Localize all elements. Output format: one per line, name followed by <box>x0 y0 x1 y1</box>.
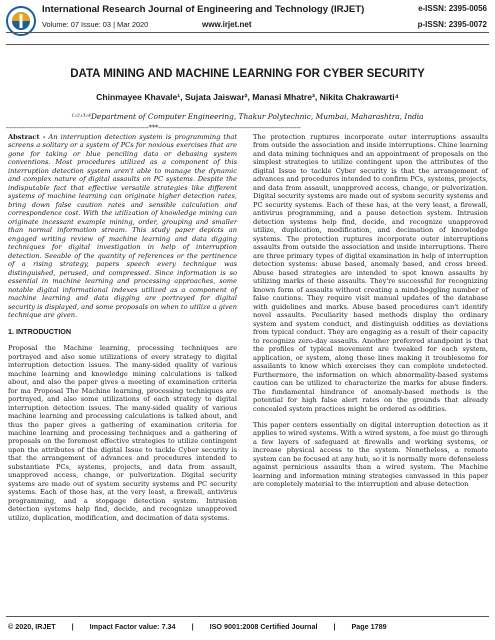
left-column <box>8 133 237 522</box>
footer-rule <box>6 616 489 617</box>
abstract-text: An interruption detection system is programming that screens a solitary or a system of PCs for noxious exercises that are gone for taking or blue penciling data or debasing system conventions. Most procedures utilized as a component of this interruption detection system aren't able to manage the dynamic and complex nature of digital assaults on PC systems. Despite the indisputable fact that effective versatile strategies like different systems of machine learning can originate higher detection rates, bring down false caution rates and sensible calculation and correspondence cost. With the utilization of knowledge mining can originate incessant example mining, order, grouping and smaller than normal information stream. This study paper depicts an engaged writing review of machine learning and data digging techniques for digital investigation in help of interruption detection. Seeable of the quantity of references or the pertinence of a rising strategy, papers speech every technique was distinguished, perused, and compressed. Since information is so essential in machine learning and processing approaches, some notable digital informational indexes utilized as a component of machine learning and data digging are portrayed for digital security is displayed, and some proposals on when to utilize a given technique are given. <box>8 133 237 320</box>
section-heading-introduction: 1. INTRODUCTION <box>8 326 72 336</box>
volume-issue: Volume: 07 Issue: 03 | Mar 2020 <box>42 20 149 29</box>
journal-title: International Research Journal of Engineering and Technology (IRJET) <box>42 4 365 15</box>
footer-iso: ISO 9001:2008 Certified Journal <box>209 622 318 631</box>
footer-impact-factor: Impact Factor value: 7.34 <box>89 622 176 631</box>
paper-title: DATA MINING AND MACHINE LEARNING FOR CYBER SECURITY <box>70 68 425 80</box>
e-issn: e-ISSN: 2395-0056 <box>418 4 487 13</box>
body-paragraph-1: The protection ruptures incorporate outer interruptions assaults from outside the association and inside interruptions. Chine learning and data mining techniques and an appointment of proposals on the simplest strategies to utilize contingent upon the attributes of the digital Issue to tackle Cyber security is that the arrangement of advances and procedures intended to confirm PCs, systems, projects, and data from assault, unapproved access, change, or pulverization. Digital security systems are made out of system security systems and PC security systems. Each of these has, at the very least, a firewall, antivirus programming, and a pause detection system. Intrusion detection systems help find, decide, and recognize unapproved utilize, duplication, modification, and decimation of knowledge systems. The protection ruptures incorporate outer interruptions assaults from outside the association and inside interruptions. There are three primary types of digital examination in help of interruption detection systems: abuse based, anomaly based, and cross breed. Abuse based strategies are intended to spot known assaults by utilizing marks of these assaults. They're successful for recognizing known form of assaults without creating a mind-boggling number of false cautions. They require visit manual updates of the database with guidelines and marks. Abuse based procedures can't identify novel assaults. Peculiarity based methods display the ordinary system and system conduct, and distinguish oddities as deviations from typical conduct. They are engaging as a result of their capacity to recognize zero-day assaults. Another preferred standpoint is that the profiles of typical movement are tweaked for each system, application, or system, along these lines making it troublesome for assailants to know which exercises they can complete undetected. Furthermore, the information on which abnormality-based systems caution can be utilized to characterize the marks for abuse finders. The fundamental hindrance of anomaly-based methods is the potential for high false alert rates on the grounds that already concealed system practices might be ordered as oddities. <box>253 133 488 413</box>
journal-website-link[interactable]: www.irjet.net <box>202 20 252 29</box>
journal-header <box>0 0 495 46</box>
p-issn: p-ISSN: 2395-0072 <box>417 20 487 29</box>
footer-page-number: Page 1789 <box>351 622 387 631</box>
section-separator: ---------------------------------------------------------------------***--------------------------------------------------------------------- <box>6 124 301 132</box>
page-footer: © 2020, IRJET | Impact Factor value: 7.34 | ISO 9001:2008 Certified Journal | Page 1789 <box>8 622 387 631</box>
header-rule-lower <box>6 44 489 45</box>
right-column <box>253 133 488 489</box>
introduction-paragraph: Proposal the Machine learning, processing techniques are portrayed and also some utilizations of every strategy to digital interruption detection issues. The many-sided quality of various machine learning and knowledge mining calculations is talked about, and also the paper gives a meeting of examination criteria for ma Proposal The Machine learning, processing techniques are portrayed, and also some utilizations of each strategy to digital interruption detection issues. The many-sided quality of various machine learning and processing calculations is talked about, and thus the paper gives a gathering of examination criteria for machine learning and processing techniques and a gathering of proposals on the foremost effective strategies to utilize contingent upon the attributes of the digital Issue to tackle Cyber security is that the arrangement of advances and procedures intended to substantiate PCs, systems, projects, and data from assault, unapproved access, change, or pulverization. Digital security systems are made out of system security systems and PC security systems. Each of those has, at the very least, a firewall, antivirus programming, and a stopgage detection system. Intrusion detection systems help find, decide, and recognize unapproved utilize, duplication, modification, and decimation of data systems. <box>8 344 237 522</box>
author-affiliation: ¹ʴ²ʴ³ʴ⁴Department of Computer Engineering, Thakur Polytechnic, Mumbai, Maharashtra, India <box>71 112 424 121</box>
paper-authors: Chinmayee Khavale¹, Sujata Jaiswar², Manasi Mhatre³, Nikita Chakrawarti⁴ <box>96 92 399 102</box>
header-rule <box>6 32 489 33</box>
abstract-label: Abstract - <box>8 133 46 141</box>
abstract <box>8 133 237 320</box>
footer-copyright: © 2020, IRJET <box>8 622 56 631</box>
body-paragraph-2: This paper centers essentially on digital interruption detection as it applies to wired systems. With a wired system, a foe must go through a few layers of safeguard at firewalls and working systems, or increase physical access to the system. Nonetheless, a remote system can be focused at any hub, so it is normally more defenseless against pernicious assaults than a wired system. The Machine learning and information mining strategies canvassed in this paper are completely material to the interruption and abuse detection <box>253 420 488 489</box>
